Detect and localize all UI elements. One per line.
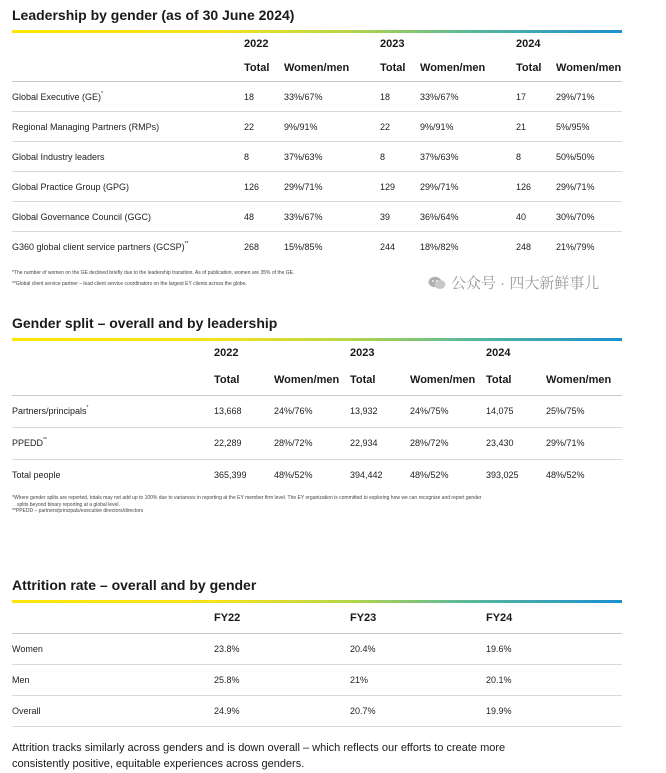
cell: 15%/85% (284, 241, 323, 252)
leadership-table (12, 33, 622, 262)
cell: 393,025 (486, 470, 519, 481)
cell: 36%/64% (420, 211, 459, 222)
cell: 37%/63% (420, 151, 459, 162)
watermark-text: 公众号 · 四大新鲜事儿 (451, 275, 600, 292)
year-header: FY23 (350, 611, 377, 624)
cell: 129 (380, 181, 396, 192)
col-women-men: Women/men (420, 62, 486, 74)
table-row (12, 172, 622, 202)
cell: 33%/67% (284, 91, 323, 102)
col-women-men: Women/men (274, 373, 340, 386)
year-header-row (12, 33, 622, 55)
attrition-summary: Attrition tracks similarly across genders and is down overall – which reflects our efforts to create more consistently positive, equitable experiences across genders. (12, 742, 506, 770)
cell: 29%/71% (546, 438, 585, 448)
leadership-section (12, 6, 622, 262)
cell: 37%/63% (284, 151, 323, 162)
col-women-men: Women/men (410, 373, 476, 386)
cell: 21% (350, 674, 369, 685)
col-women-men: Women/men (556, 62, 622, 74)
row-label: Global Executive (GE)* (12, 90, 103, 102)
table-row (12, 695, 622, 726)
year-header-row (12, 341, 622, 365)
cell: 126 (516, 181, 532, 192)
year-header: 2024 (516, 38, 541, 50)
cell: 9%/91% (284, 121, 318, 132)
row-label: Women (12, 643, 43, 654)
gender-split-footnotes (12, 495, 627, 515)
table-row (12, 395, 622, 427)
footnote: *Where gender splits are reported, totals may not add up to 100% due to variances in reporting at the EY member firm level. The EY organization is committed to exploring how we can recognize and report gender (12, 495, 482, 501)
table-row (12, 633, 622, 664)
wechat-icon (428, 276, 446, 290)
gender-split-section (12, 314, 622, 491)
cell: 39 (380, 211, 391, 222)
cell: 24%/75% (410, 406, 449, 416)
cell: 25.8% (214, 674, 240, 685)
row-label: Global Practice Group (GPG) (12, 181, 130, 192)
leadership-title: Leadership by gender (as of 30 June 2024) (12, 7, 295, 23)
cell: 23.8% (214, 643, 240, 654)
table-row (12, 142, 622, 172)
table-row (12, 202, 622, 232)
cell: 29%/71% (556, 181, 595, 192)
cell: 18%/82% (420, 241, 459, 252)
cell: 28%/72% (410, 438, 449, 448)
col-total: Total (350, 373, 376, 386)
cell: 29%/71% (284, 181, 323, 192)
cell: 22,934 (350, 438, 378, 448)
cell: 30%/70% (556, 211, 595, 222)
cell: 29%/71% (420, 181, 459, 192)
cell: 20.1% (486, 674, 512, 685)
cell: 22 (380, 121, 391, 132)
cell: 19.6% (486, 643, 512, 654)
footnote: *The number of women on the GE declined briefly due to the leadership transition. As of publication, women are 35% of the GE. (12, 270, 295, 276)
col-total: Total (244, 62, 270, 74)
year-header: 2023 (380, 38, 405, 50)
year-header: 2023 (350, 347, 375, 359)
cell: 8 (244, 151, 250, 162)
col-total: Total (380, 62, 406, 74)
col-total: Total (516, 62, 542, 74)
cell: 48%/52% (410, 470, 449, 481)
footnote: splits beyond binary reporting at a global level. (17, 501, 120, 508)
table-row (12, 232, 622, 262)
footnote: **Global client service partner – lead client service coordinators on the largest EY clients across the globe. (12, 280, 247, 287)
row-label: G360 global client service partners (GCSP)** (12, 240, 189, 252)
year-header: FY22 (214, 611, 241, 624)
cell: 21 (516, 121, 527, 132)
row-label: Overall (12, 705, 41, 716)
row-label: Men (12, 674, 30, 685)
cell: 33%/67% (420, 91, 459, 102)
attrition-title: Attrition rate – overall and by gender (12, 577, 257, 593)
cell: 48%/52% (546, 470, 585, 481)
cell: 268 (244, 241, 260, 252)
cell: 394,442 (350, 470, 383, 481)
column-header-row (12, 55, 622, 82)
year-header-row (12, 603, 622, 633)
cell: 29%/71% (556, 91, 595, 102)
cell: 244 (380, 241, 396, 252)
cell: 40 (516, 211, 527, 222)
cell: 50%/50% (556, 151, 595, 162)
year-header: 2024 (486, 347, 511, 359)
row-label: PPEDD** (12, 437, 47, 448)
cell: 9%/91% (420, 121, 454, 132)
year-header: 2022 (244, 38, 269, 50)
table-row (12, 459, 622, 491)
cell: 25%/75% (546, 406, 585, 416)
cell: 19.9% (486, 705, 512, 716)
cell: 20.7% (350, 705, 376, 716)
cell: 18 (244, 91, 255, 102)
row-label: Global Governance Council (GGC) (12, 211, 152, 222)
row-label: Total people (12, 470, 61, 481)
column-header-row (12, 365, 622, 395)
cell: 8 (380, 151, 386, 162)
table-row (12, 664, 622, 695)
cell: 24%/76% (274, 406, 313, 416)
cell: 48%/52% (274, 470, 313, 481)
cell: 33%/67% (284, 211, 323, 222)
col-women-men: Women/men (284, 62, 350, 74)
cell: 23,430 (486, 438, 514, 448)
attrition-table (12, 603, 622, 727)
cell: 13,668 (214, 406, 242, 416)
cell: 22 (244, 121, 255, 132)
cell: 21%/79% (556, 241, 595, 252)
attrition-section (12, 576, 622, 727)
cell: 13,932 (350, 406, 378, 416)
year-header: FY24 (486, 611, 513, 624)
table-row (12, 82, 622, 112)
cell: 8 (516, 151, 522, 162)
cell: 22,289 (214, 438, 242, 448)
gender-split-title: Gender split – overall and by leadership (12, 315, 278, 331)
cell: 18 (380, 91, 391, 102)
col-total: Total (214, 373, 240, 386)
gender-split-table (12, 341, 622, 491)
cell: 24.9% (214, 705, 240, 716)
cell: 48 (244, 211, 255, 222)
cell: 365,399 (214, 470, 247, 481)
col-total: Total (486, 373, 512, 386)
cell: 5%/95% (556, 121, 590, 132)
table-row (12, 112, 622, 142)
row-label: Partners/principals* (12, 405, 89, 416)
watermark (428, 272, 599, 293)
table-row (12, 427, 622, 459)
row-label: Global Industry leaders (12, 151, 105, 162)
cell: 126 (244, 181, 260, 192)
row-label: Regional Managing Partners (RMPs) (12, 121, 160, 132)
cell: 248 (516, 241, 532, 252)
col-women-men: Women/men (546, 373, 612, 386)
footnote: **PPEDD – partners/principals/executive directors/directors (12, 508, 144, 514)
cell: 20.4% (350, 643, 376, 654)
cell: 17 (516, 91, 527, 102)
year-header: 2022 (214, 347, 239, 359)
cell: 14,075 (486, 406, 514, 416)
cell: 28%/72% (274, 438, 313, 448)
